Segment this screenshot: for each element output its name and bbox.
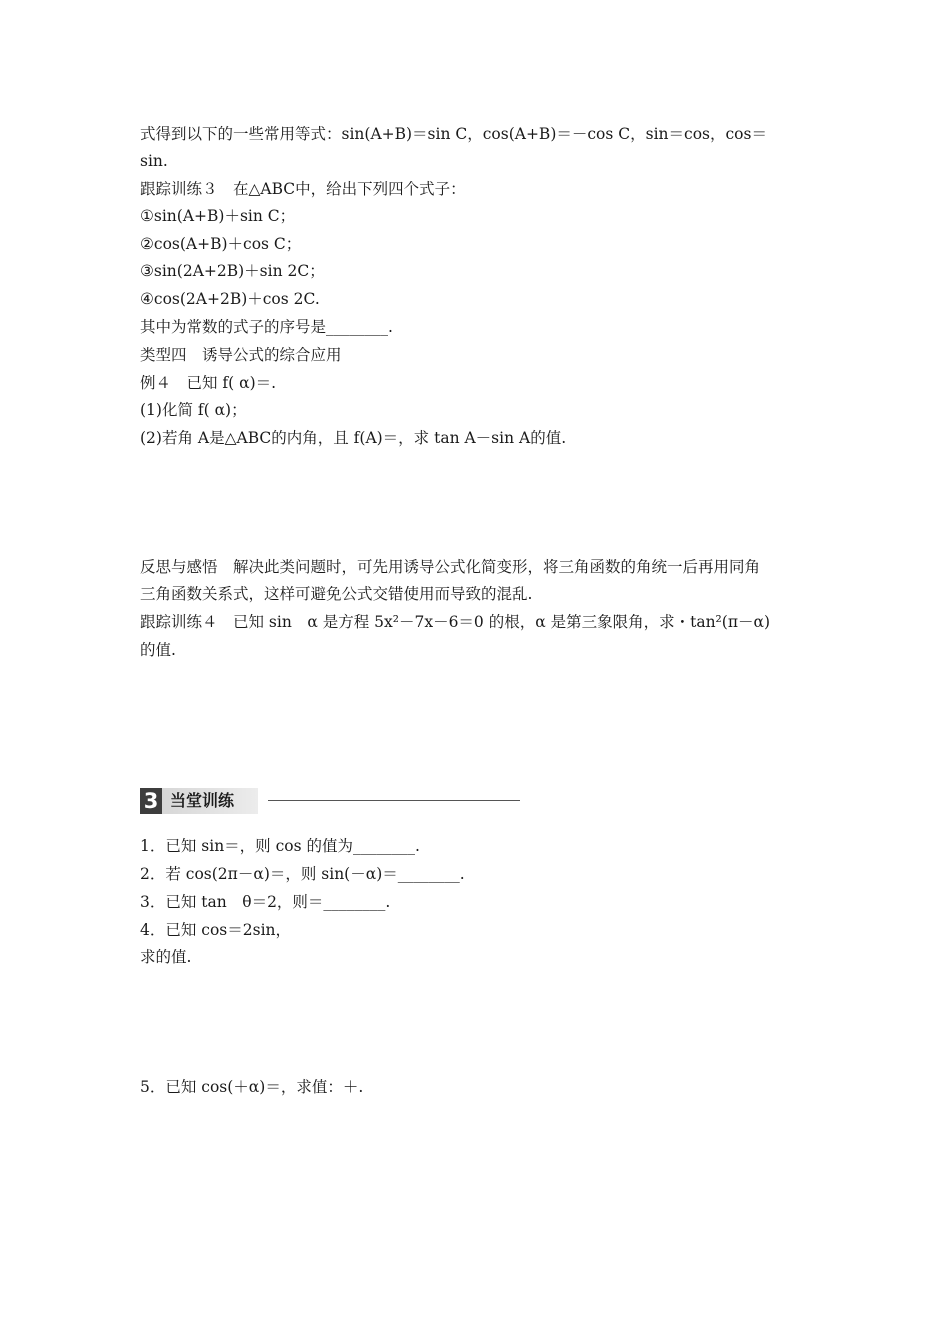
practice-item: 1．已知 sin＝，则 cos 的值为________. [140,837,420,855]
text-line: 的值. [140,641,176,659]
practice-item: 4．已知 cos＝2sin， [140,921,292,939]
expression-item: ③sin(2A+2B)＋sin 2C； [140,262,325,280]
example-heading: 例４ 已知 f( α)＝. [140,374,277,392]
reflection-paragraph: 反思与感悟 解决此类问题时，可先用诱导公式化简变形，将三角函数的角统一后再用同角 [140,558,761,576]
practice-item: 5．已知 cos(＋α)＝，求值：＋. [140,1078,364,1096]
text-line: sin. [140,152,168,170]
reflection-paragraph: 三角函数关系式，这样可避免公式交错使用而导致的混乱. [140,585,533,603]
exercise-heading: 跟踪训练４ 已知 sin α 是方程 5x²－7x－6＝0 的根，α 是第三象限角，求・tan²(π－α) [140,613,771,631]
practice-item: 2．若 cos(2π－α)＝，则 sin(－α)＝________. [140,865,465,883]
sub-question: (2)若角 A是△ABC的内角，且 f(A)＝，求 tan A－sin A的值. [140,429,567,447]
expression-item: ④cos(2A+2B)＋cos 2C. [140,290,320,308]
question-blank: 其中为常数的式子的序号是________. [140,318,393,336]
practice-item: 3．已知 tan θ＝2，则＝________. [140,893,391,911]
section-number-badge: 3 [140,788,162,814]
practice-item: 求的值. [140,948,192,966]
type-heading: 类型四 诱导公式的综合应用 [140,346,342,364]
expression-item: ②cos(A+B)＋cos C； [140,235,302,253]
section-title: 当堂训练 [162,788,258,814]
text-line: 式得到以下的一些常用等式：sin(A+B)＝sin C，cos(A+B)＝－cos C，sin＝cos，cos＝ [140,125,767,143]
expression-item: ①sin(A+B)＋sin C； [140,207,296,225]
sub-question: (1)化简 f( α)； [140,401,247,419]
section-header [140,788,525,814]
exercise-heading: 跟踪训练３ 在△ABC中，给出下列四个式子： [140,180,466,198]
section-divider [268,800,520,801]
